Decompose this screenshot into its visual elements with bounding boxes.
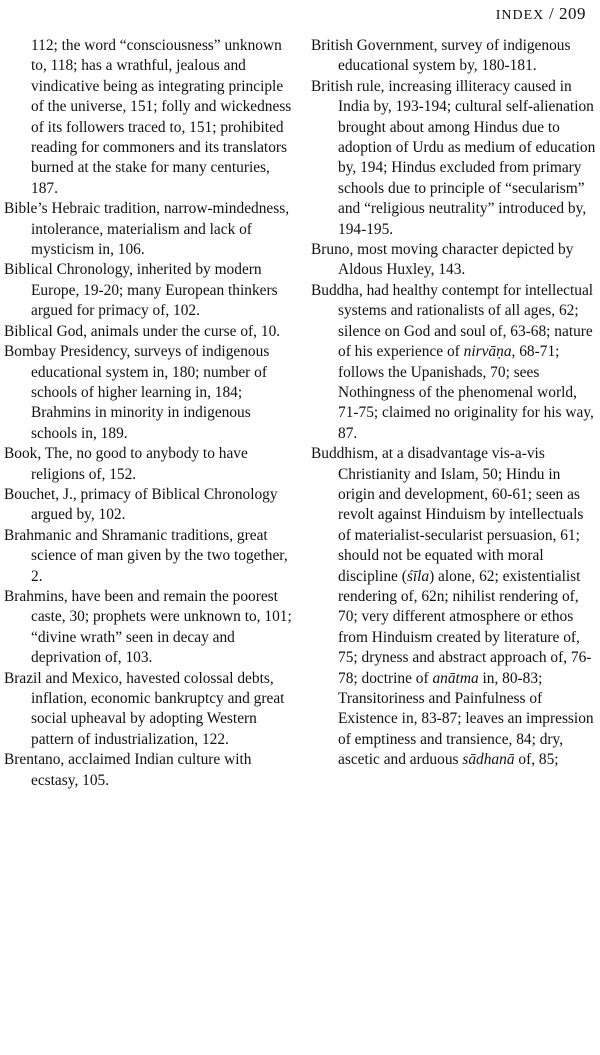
entry-text: Buddha, had healthy contempt for intellectual systems and rationalists of all ages, 62; silence on God and soul of, 63-68; nature of his experience of <box>311 281 594 361</box>
entry-text: ) alone, 62; existentialist rendering of, 62n; nihilist rendering of, 70; very different atmosphere or ethos from Hinduism created by literature of, 75; dryness and abstract approach of, 76-78; doctrine of <box>338 567 592 687</box>
section-title: INDEX <box>495 8 545 23</box>
header-separator: / <box>549 4 555 23</box>
index-entry-bible-hebraic: Bible’s Hebraic tradition, narrow-mindedness, intolerance, materialism and lack of mysticism in, 106. <box>4 200 290 259</box>
index-entry-biblical-god: Biblical God, animals under the curse of, 10. <box>4 322 281 340</box>
entry-italic-term: sādhanā <box>462 751 515 769</box>
index-entry-continuation: 112; the word “consciousness” unknown to, 118; has a wrathful, jealous and vindicative being as integrating principle of the universe, 151; folly and wickedness of its followers traced to, 151; prohibited reading for commoners and its translators burned at the stake for many centuries, 187. <box>31 37 292 197</box>
index-entry-bombay-presidency: Bombay Presidency, surveys of indigenous educational system in, 180; number of schools of higher learning in, 184; Brahmins in minority in indigenous schools in, 189. <box>4 343 270 442</box>
running-header <box>496 4 586 24</box>
index-entry-brazil-mexico: Brazil and Mexico, havested colossal debts, inflation, economic bankruptcy and great social upheaval by adopting Western pattern of industrialization, 122. <box>4 669 285 748</box>
entry-italic-term: śīla <box>406 567 430 585</box>
index-entry-buddha <box>311 281 600 444</box>
left-column <box>4 36 294 791</box>
index-entry-brahmanic-shramanic: Brahmanic and Shramanic traditions, great science of man given by the two together, 2. <box>4 526 288 585</box>
index-entry-bouchet: Bouchet, J., primacy of Biblical Chronology argued by, 102. <box>4 485 278 524</box>
entry-text: in, 80-83; Transitoriness and Painfulness of Existence in, 83-87; leaves an impression of emptiness and transience, 84; dry, ascetic and arduous <box>338 669 594 769</box>
entry-italic-term: anātma <box>432 669 479 687</box>
entry-text: of, 85; <box>514 751 559 769</box>
index-entry-brentano: Brentano, acclaimed Indian culture with ecstasy, 105. <box>4 751 252 789</box>
index-entry-biblical-chronology: Biblical Chronology, inherited by modern Europe, 19-20; many European thinkers argued for primacy of, 102. <box>4 261 278 320</box>
index-entry-buddhism <box>311 444 600 771</box>
index-entry-british-government: British Government, survey of indigenous educational system by, 180-181. <box>311 37 571 75</box>
page-number: 209 <box>559 4 586 23</box>
index-entry-bruno: Bruno, most moving character depicted by Aldous Huxley, 143. <box>311 241 574 279</box>
entry-italic-term: nirvāṇa <box>463 343 512 361</box>
entry-text: Buddhism, at a disadvantage vis-a-vis Christianity and Islam, 50; Hindu in origin and development, 60-61; seen as revolt against Hinduism by intellectuals of materialist-secularist persuasion, 61; should not be equated with moral discipline ( <box>311 445 584 585</box>
index-entry-british-rule: British rule, increasing illiteracy caused in India by, 193-194; cultural self-alienation brought about among Hindus due to adoption of Urdu as medium of education by, 194; Hindus excluded from primary schools due to principle of “secularism” and “religious neutrality” introduced by, 194-195. <box>311 77 596 238</box>
index-entry-book-the: Book, The, no good to anybody to have religions of, 152. <box>4 445 248 483</box>
entry-text: , 68-71; follows the Upanishads, 70; sees Nothingness of the phenomenal world, 71-75; claimed no originality for his way, 87. <box>338 343 594 442</box>
index-entry-brahmins: Brahmins, have been and remain the poorest caste, 30; prophets were unknown to, 101; “divine wrath” seen in decay and deprivation of, 103. <box>4 587 292 667</box>
right-column <box>311 36 600 771</box>
